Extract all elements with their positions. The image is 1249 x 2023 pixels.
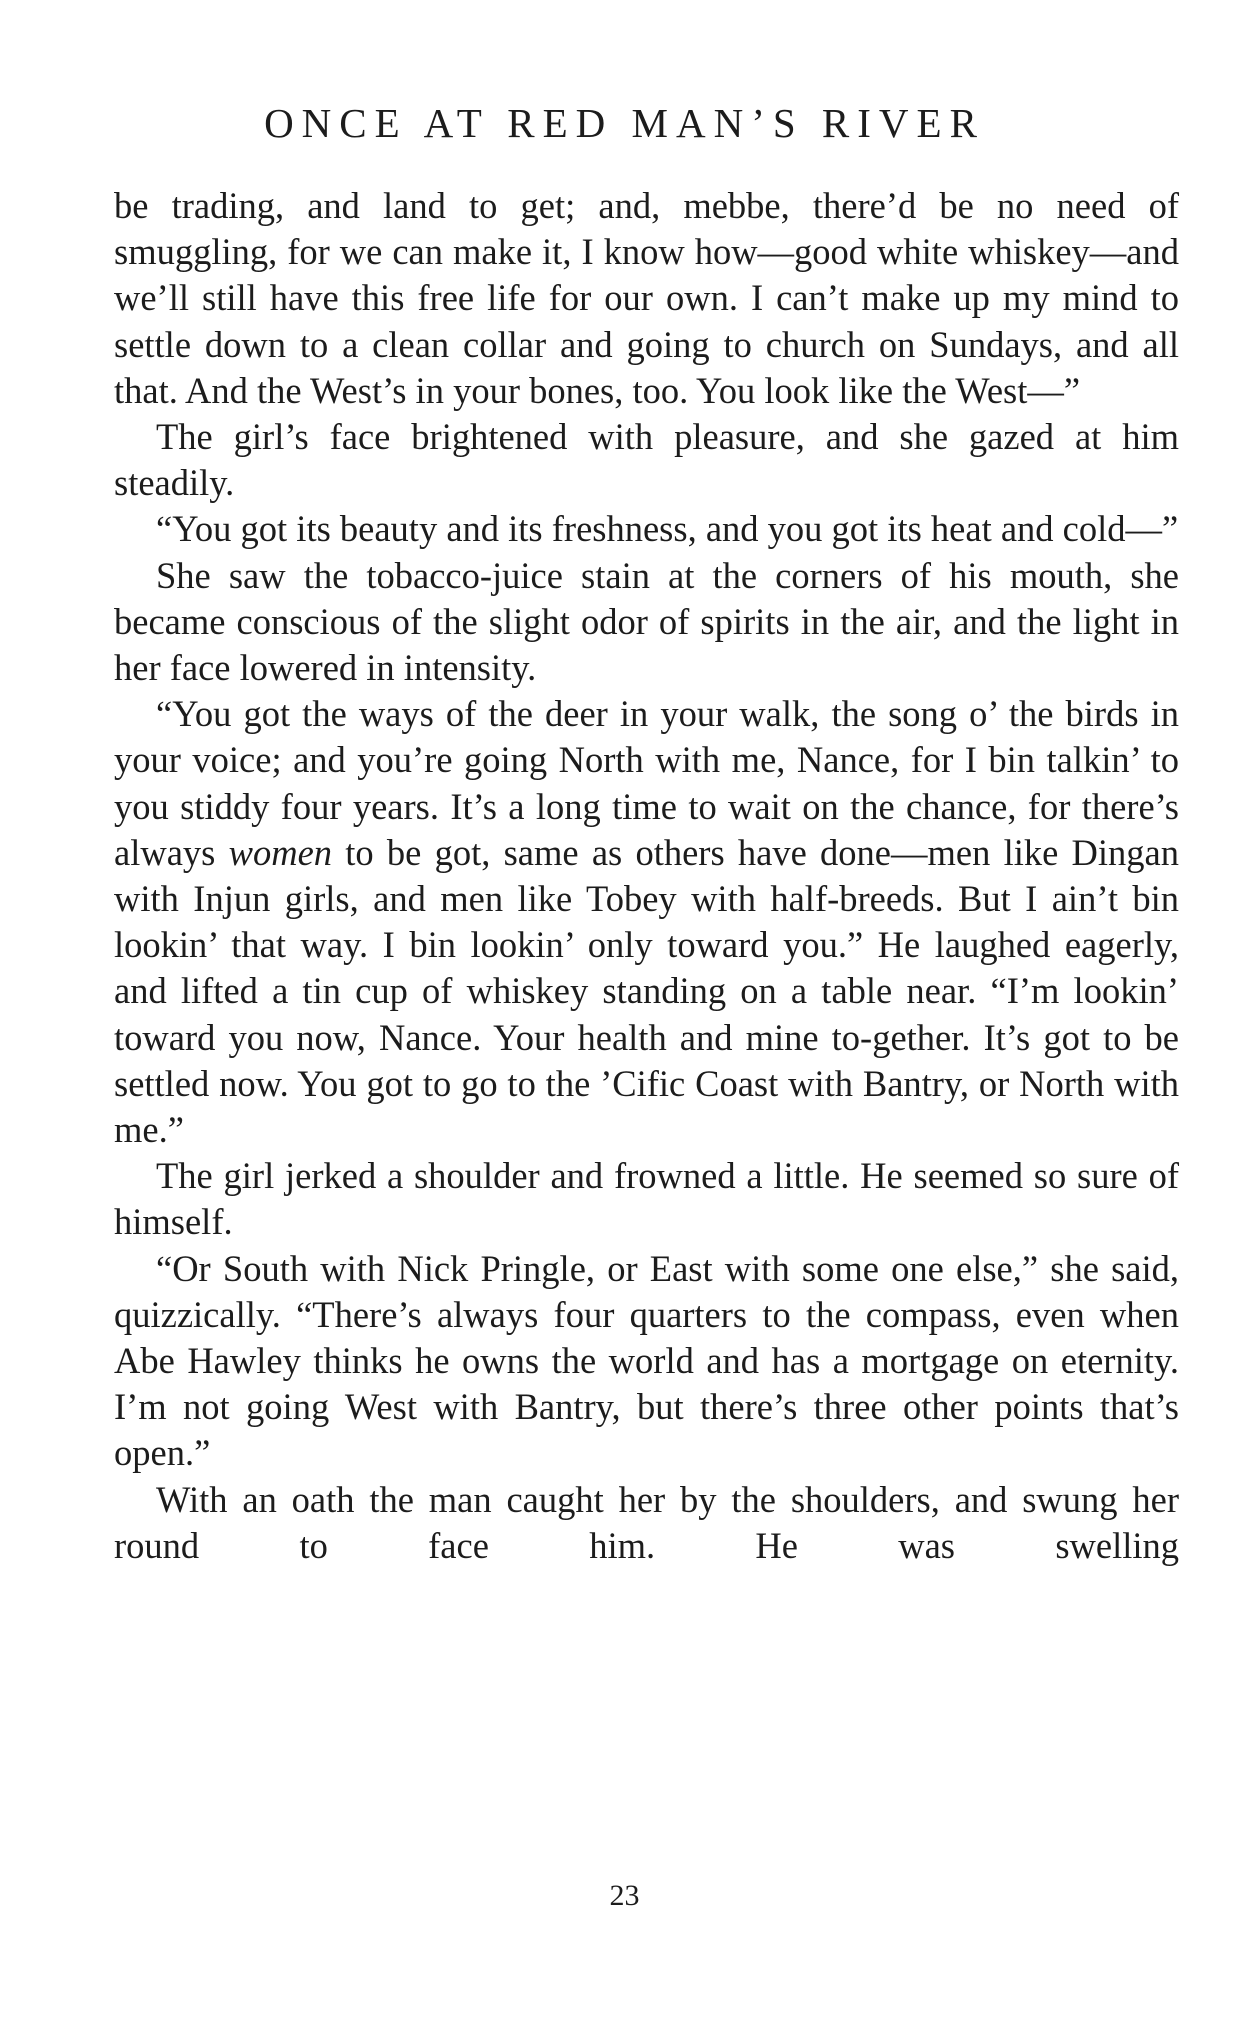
text-run: The girl’s face brightened with pleasure, and she gazed at him steadily.: [114, 416, 1179, 504]
paragraph: [114, 553, 1179, 692]
paragraph: [114, 506, 1179, 552]
body-text: [114, 183, 1179, 1569]
text-run: “Or South with Nick Pringle, or East with some one else,” she said, quizzically. “There’s always four quarters to the compass, even when Abe Hawley thinks he owns the world and has a mortgage on eternity. I’m not going West with Bantry, but there’s three other points that’s open.”: [114, 1247, 1179, 1474]
text-run: “You got its beauty and its freshness, and you got its heat and cold—”: [156, 508, 1179, 550]
paragraph: [114, 1153, 1179, 1245]
paragraph: [114, 1477, 1179, 1569]
paragraph: [114, 183, 1179, 414]
paragraph: [114, 1246, 1179, 1477]
running-head: ONCE AT RED MAN’S RIVER: [264, 100, 985, 146]
text-run: With an oath the man caught her by the shoulders, and swung her round to face him. He was swelling: [114, 1478, 1179, 1566]
text-run: She saw the tobacco-juice stain at the corners of his mouth, she became conscious of the slight odor of spirits in the air, and the light in her face lowered in intensity.: [114, 554, 1179, 689]
text-run: be trading, and land to get; and, mebbe, there’d be no need of smuggling, for we can make it, I know how—good white whiskey—and we’ll still have this free life for our own. I can’t make up my mind to settle down to a clean collar and going to church on Sundays, and all that. And the West’s in your bones, too. You look like the West—”: [114, 185, 1179, 411]
paragraph: [114, 691, 1179, 1153]
text-run: “You got the ways of the deer in your walk, the song o’ the birds in your voice; and you’re going North with me, Nance, for I bin talkin’ to you stiddy four years. It’s a long time to wait on the chance, for there’s always: [114, 693, 1179, 873]
text-run: The girl jerked a shoulder and frowned a little. He seemed so sure of himself.: [114, 1155, 1179, 1243]
paragraph: [114, 414, 1179, 506]
page-number: 23: [609, 1879, 640, 1912]
italic-word: women: [228, 831, 333, 873]
text-run: to be got, same as others have done—men like Dingan with Injun girls, and men like Tobey with half-breeds. But I ain’t bin lookin’ that way. I bin lookin’ only toward you.” He laughed eagerly, and lifted a tin cup of whiskey standing on a table near. “I’m lookin’ toward you now, Nance. Your health and mine to-gether. It’s got to be settled now. You got to go to the ’Cific Coast with Bantry, or North with me.”: [114, 831, 1179, 1151]
